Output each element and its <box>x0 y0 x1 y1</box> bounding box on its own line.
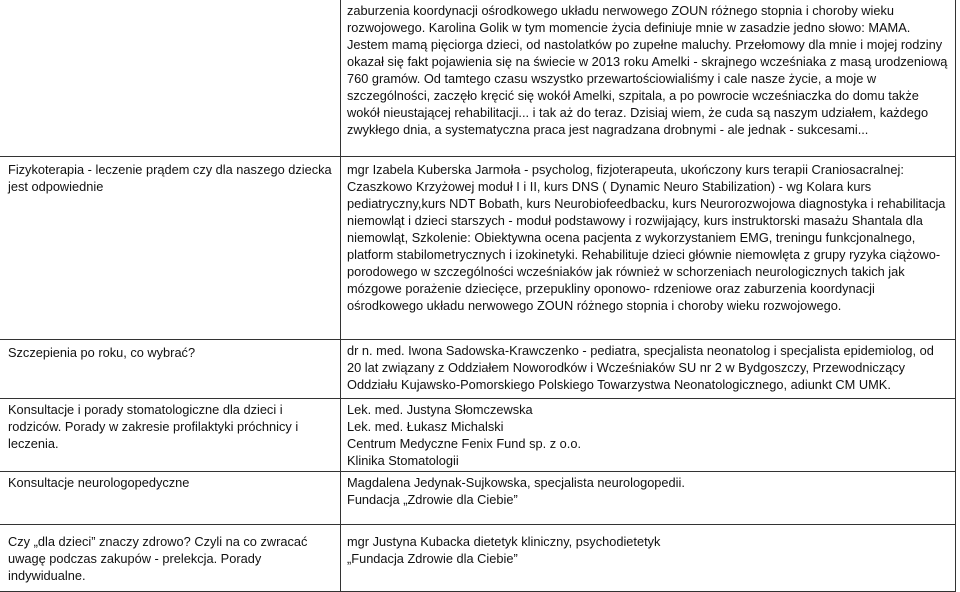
table-row <box>0 157 956 340</box>
topic-cell <box>0 472 341 525</box>
speaker-cell <box>341 157 956 340</box>
topic-text: Szczepienia po roku, co wybrać? <box>8 345 196 360</box>
speaker-bio: dr n. med. Iwona Sadowska-Krawczenko - pediatra, specjalista neonatolog i specjalista epidemiolog, od 20 lat związany z Oddziałem Noworodków i Wcześniaków SU nr 2 w Bydgoszczy, Przewodniczący Oddziału Kujawsko-Pomorskiego Polskiego Towarzystwa Neonatologicznego, adiunkt CM UMK. <box>347 343 934 392</box>
table-row <box>0 399 956 472</box>
speaker-cell <box>341 399 956 472</box>
speaker-line: Lek. med. Łukasz Michalski <box>347 419 504 434</box>
topic-text: Konsultacje i porady stomatologiczne dla dzieci i rodziców. Porady w zakresie profilaktyki próchnicy i leczenia. <box>8 402 299 451</box>
topic-text: Konsultacje neurologopedyczne <box>8 475 190 490</box>
speaker-line: Magdalena Jedynak-Sujkowska, specjalista neurologopedii. <box>347 475 685 490</box>
speaker-line: mgr Justyna Kubacka dietetyk kliniczny, psychodietetyk <box>347 534 661 549</box>
speaker-bio: zaburzenia koordynacji ośrodkowego układu nerwowego ZOUN różnego stopnia i choroby wieku rozwojowego. Karolina Golik w tym momencie życia definiuje mnie w zasadzie jedno słowo: MAMA. Jestem mamą pięciorga dzieci, od nastolatków po zupełne maluchy. Przełomowy dla mnie i mojej rodziny okazał się fakt pojawienia się na świecie w 2013 roku Amelki - skrajnego wcześniaka z masą urodzeniową 760 gramów. Od tamtego czasu wszystko przewartościowialiśmy i cale nasze życie, a moje w szczególności, zaczęło kręcić się wokół Amelki, szpitala, a po powrocie wcześniaczka do domu także wokół nieustającej rehabilitacji... i tak aż do teraz. Dzisiaj wiem, że cuda są naszym udziałem, każdego zwykłego dnia, a systematyczna praca jest nagradzana drobnymi - ale jednak - sukcesami... <box>347 3 948 137</box>
topic-cell <box>0 525 341 592</box>
table-row <box>0 525 956 592</box>
topic-cell <box>0 399 341 472</box>
speaker-bio: mgr Izabela Kuberska Jarmoła - psycholog, fizjoterapeuta, ukończony kurs terapii Craniosacralnej: Czaszkowo Krzyżowej moduł I i II, kurs DNS ( Dynamic Neuro Stabilization) - wg Kolara kurs pediatryczny,kurs NDT Bobath, kurs Neurobiofeedbacku, kurs Neurorozwojowa diagnostyka i rehabilitacja niemowląt i dzieci starszych - moduł podstawowy i rozwijający, kurs instruktorski masażu Shantala dla niemowląt, Szkolenie: Obiektywna ocena pacjenta z wykorzystaniem EMG, treningu funkcjonalnego, platform stabilometrycznych i izokinetyki. Rehabilituje dzieci głównie niemowlęta z grupy ryzyka ciążowo- porodowego w szczególności wcześniaków jak również w schorzeniach neurologicznych takich jak mózgowe porażenie dziecięce, przepukliny oponowo- rdzeniowe oraz zaburzenia koordynacji ośrodkowego układu nerwowego ZOUN różnego stopnia i choroby wieku rozwojowego. <box>347 162 946 313</box>
speaker-cell <box>341 0 956 157</box>
topic-cell <box>0 157 341 340</box>
table-row <box>0 340 956 399</box>
speaker-line: Lek. med. Justyna Słomczewska <box>347 402 533 417</box>
table-row <box>0 472 956 525</box>
topic-text: Fizykoterapia - leczenie prądem czy dla naszego dziecka jest odpowiednie <box>8 162 332 194</box>
speaker-line: Klinika Stomatologii <box>347 453 459 468</box>
speaker-cell <box>341 525 956 592</box>
topic-cell <box>0 0 341 157</box>
table-row <box>0 0 956 157</box>
speaker-line: Centrum Medyczne Fenix Fund sp. z o.o. <box>347 436 581 451</box>
speaker-cell <box>341 472 956 525</box>
speaker-cell <box>341 340 956 399</box>
speaker-line: „Fundacja Zdrowie dla Ciebie” <box>347 551 518 566</box>
speaker-line: Fundacja „Zdrowie dla Ciebie” <box>347 492 518 507</box>
topic-text: Czy „dla dzieci” znaczy zdrowo? Czyli na co zwracać uwagę podczas zakupów - prelekcja. Porady indywidualne. <box>8 534 308 583</box>
topic-cell <box>0 340 341 399</box>
